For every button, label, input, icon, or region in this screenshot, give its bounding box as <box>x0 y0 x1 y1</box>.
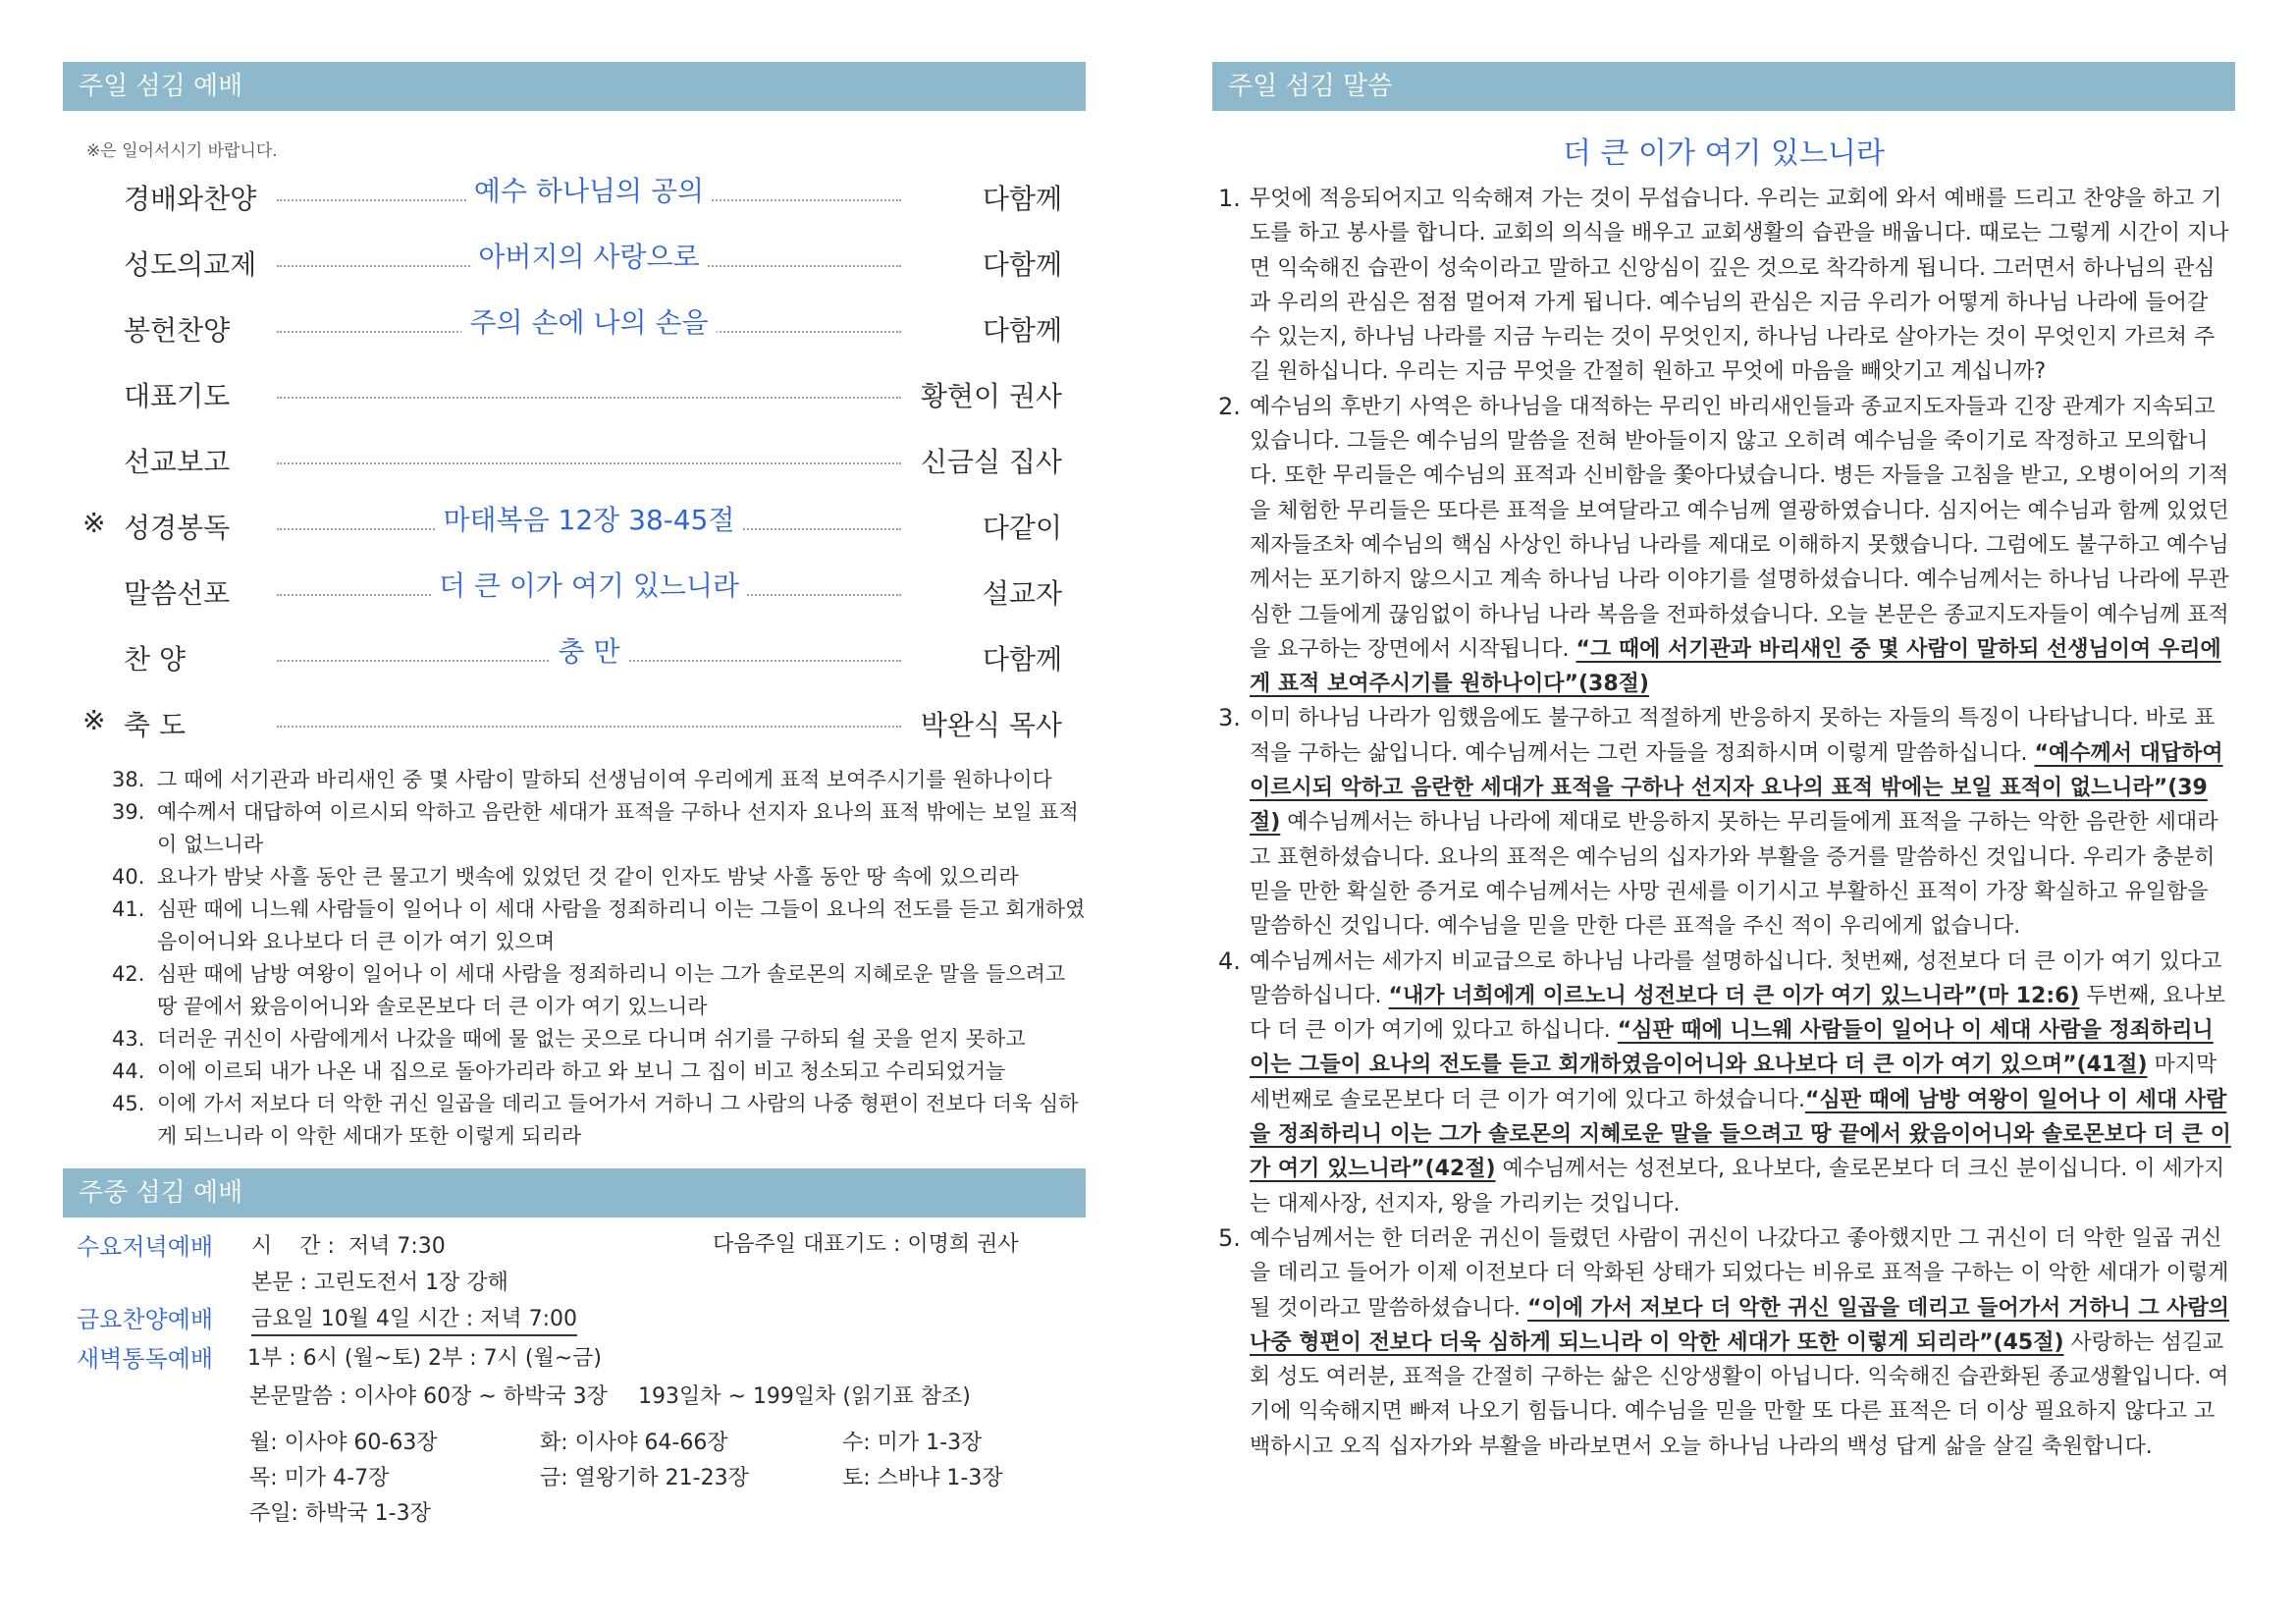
reading-item: 토: 스바냐 1-3장 <box>842 1466 1003 1490</box>
verse-item <box>112 796 1086 861</box>
verse-text: 더러운 귀신이 사람에게서 나갔을 때에 물 없는 곳으로 다니며 쉬기를 구하되 쉴 곳을 얻지 못하고 <box>157 1027 1026 1051</box>
scripture-quote: “내가 너희에게 이르노니 성전보다 더 큰 이가 여기 있느니라”(마 12:6) <box>1388 983 2080 1008</box>
order-row <box>63 561 1086 626</box>
verse-text: 요나가 밤낮 사흘 동안 큰 물고기 뱃속에 있었던 것 같이 인자도 밤낮 사흘 동안 땅 속에 있으리라 <box>157 865 1019 889</box>
sermon-body <box>1212 182 2235 1464</box>
paragraph-text: 예수님께서는 세가지 비교급으로 하나님 나라를 설명하십니다. 첫번째, 성전보다 더 큰 이가 여기 있다고 말씀하십니다. <box>1250 948 2222 1008</box>
paragraph-number: 2. <box>1218 392 1241 420</box>
right-page <box>1212 62 2235 1464</box>
wed-label: 수요저녁예배 <box>77 1233 214 1261</box>
order-of-worship <box>63 166 1086 758</box>
order-row <box>63 429 1086 495</box>
dawn-time: 1부 : 6시 (월~토) 2부 : 7시 (월~금) <box>247 1346 602 1371</box>
paragraph-text: 예수님께서는 성전보다, 요나보다, 솔로몬보다 더 크신 분이십니다. 이 세가지는 대제사장, 선지자, 왕을 가리키는 것입니다. <box>1250 1157 2225 1217</box>
paragraph-text: 예수님께서는 하나님 나라에 제대로 반응하지 못하는 무리들에게 표적을 구하는 악한 음란한 세대라고 표현하셨습니다. 요나의 표적은 예수님의 십자가와 부활을 증거를 말씀하신 것입니다. 우리가 충분히 믿을 만한 확실한 증거로 예수님께서는 사망 권세를 이기시고 부활하신 표적이 가장 확실하고 유일함을 말씀하신 것입니다. 예수님을 믿을 만한 다른 표적을 주신 적이 우리에게 없습니다. <box>1250 810 2218 940</box>
verse-number: 43. <box>112 1027 145 1051</box>
wed-time: 시 간 : 저녁 7:30 <box>251 1234 446 1259</box>
order-row <box>63 495 1086 561</box>
order-label: 선교보고 <box>124 446 231 478</box>
verse-item <box>112 893 1086 958</box>
verse-text: 심판 때에 남방 여왕이 일어나 이 세대 사람을 정죄하리니 이는 그가 솔로몬의 지혜로운 말을 들으려고 땅 끝에서 왔음이어니와 솔로몬보다 더 큰 이가 여기 있느니라 <box>157 962 1066 1018</box>
stand-mark: ※ <box>82 507 106 539</box>
verse-item <box>112 958 1086 1023</box>
order-leader: 다같이 <box>975 507 1062 546</box>
sermon-paragraph <box>1212 945 2235 1221</box>
dawn-label: 새벽통독예배 <box>77 1345 214 1373</box>
scripture-quote: “그 때에 서기관과 바리새인 중 몇 사람이 말하되 선생님이여 우리에게 표적 보여주시기를 원하나이다”(38절) <box>1250 636 2221 697</box>
verse-number: 39. <box>112 800 145 824</box>
order-label: 찬 양 <box>124 643 186 676</box>
paragraph-number: 5. <box>1218 1223 1241 1252</box>
verse-item <box>112 861 1086 893</box>
verse-text: 이에 가서 저보다 더 악한 귀신 일곱을 데리고 들어가서 거하니 그 사람의 나중 형편이 전보다 더욱 심하게 되느니라 이 악한 세대가 또한 이렇게 되리라 <box>157 1092 1079 1148</box>
reading-item: 월: 이사야 60-63장 <box>249 1431 438 1455</box>
stand-mark: ※ <box>82 704 106 736</box>
verse-text: 심판 때에 니느웨 사람들이 일어나 이 세대 사람을 정죄하리니 이는 그들이 요나의 전도를 듣고 회개하였음이어니와 요나보다 더 큰 이가 여기 있으며 <box>157 897 1086 953</box>
order-label: 대표기도 <box>124 380 231 412</box>
order-title: 더 큰 이가 여기 있느니라 <box>431 569 747 602</box>
fri-label: 금요찬양예배 <box>77 1306 214 1333</box>
sermon-paragraph <box>1212 390 2235 702</box>
verse-text: 그 때에 서기관과 바리새인 중 몇 사람이 말하되 선생님이여 우리에게 표적 보여주시기를 원하나이다 <box>157 768 1052 791</box>
leader-dots <box>277 726 901 728</box>
leader-dots <box>277 397 901 399</box>
order-title: 충 만 <box>551 635 628 668</box>
order-label: 봉헌찬양 <box>124 314 231 347</box>
reading-item: 화: 이사야 64-66장 <box>540 1431 728 1455</box>
verse-number: 44. <box>112 1059 145 1083</box>
paragraph-text: 두번째, 요나보다 더 큰 이가 여기에 있다고 하십니다. <box>1250 983 2225 1044</box>
paragraph-text: 사랑하는 섬길교회 성도 여러분, 표적을 간절히 구하는 삶은 신앙생활이 아닙니다. 익숙해진 습관화된 종교생활입니다. 여기에 익숙해지면 빠져 나오기 힘듭니다. 예수님을 믿을 만할 또 다른 표적은 더 이상 필요하지 않다고 고백하시고 오직 십자가와 부활을 바라보면서 오늘 하나님 나라의 백성 답게 삶을 살길 축원합니다. <box>1250 1329 2229 1459</box>
order-row <box>63 363 1086 429</box>
scripture-quote: “심판 때에 니느웨 사람들이 일어나 이 세대 사람을 정죄하리니 이는 그들이 요나의 전도를 듣고 회개하였음이어니와 요나보다 더 큰 이가 여기 있으며”(41절) <box>1250 1018 2214 1078</box>
scripture-quote: “심판 때에 남방 여왕이 일어나 이 세대 사람을 정죄하리니 이는 그가 솔로몬의 지혜로운 말을 들으려고 땅 끝에서 왔음이어니와 솔로몬보다 더 큰 이가 여기 있느니라”(42절) <box>1250 1087 2231 1182</box>
order-leader: 황현이 권사 <box>913 375 1062 414</box>
order-row <box>63 692 1086 758</box>
paragraph-number: 1. <box>1218 185 1241 212</box>
verse-number: 45. <box>112 1092 145 1115</box>
paragraph-text: 예수님께서는 한 더러운 귀신이 들렸던 사람이 귀신이 나갔다고 좋아했지만 그 귀신이 더 악한 일곱 귀신을 데리고 들어가 이제 이전보다 더 악화된 상태가 되었다는 비유로 표적을 구하는 이 악한 세대가 이렇게 될 것이라고 말씀하셨습니다. <box>1250 1225 2229 1321</box>
paragraph-text: 마지막 세번째로 솔로몬보다 더 큰 이가 여기에 있다고 하셨습니다. <box>1250 1053 2217 1112</box>
paragraph-text: 예수님의 후반기 사역은 하나님을 대적하는 무리인 바리새인들과 종교지도자들과 긴장 관계가 지속되고 있습니다. 그들은 예수님의 말씀을 전혀 받아들이지 않고 오히려 예수님을 죽이기로 작정하고 모의합니다. 또한 무리들은 예수님의 표적과 신비함을 쫓아다녔습니다. 병든 자들을 고침을 받고, 오병이어의 기적을 체험한 무리들은 또다른 표적을 보여달라고 예수님께 열광하였습니다. 심지어는 예수님과 함께 있었던 제자들조차 예수님의 핵심 사상인 하나님 나라를 제대로 이해하지 못했습니다. 그럼에도 불구하고 예수님께서는 포기하지 않으시고 계속 하나님 나라 이야기를 설명하셨습니다. 예수님께서는 하나님 나라에 무관심한 그들에게 끊임없이 하나님 나라 복음을 전파하셨습니다. 오늘 본문은 종교지도자들이 예수님께 표적을 요구하는 장면에서 시작됩니다. <box>1250 394 2229 662</box>
sermon-paragraph <box>1212 182 2235 390</box>
weekday-schedule <box>63 1218 1086 1532</box>
scripture-quote: “이에 가서 저보다 더 악한 귀신 일곱을 데리고 들어가서 거하니 그 사람의 나중 형편이 전보다 더욱 심하게 되느니라 이 악한 세대가 또한 이렇게 되리라”(45절) <box>1250 1295 2230 1355</box>
reading-item: 주일: 하박국 1-3장 <box>249 1501 431 1526</box>
order-leader: 신금실 집사 <box>913 441 1062 480</box>
paragraph-text: 무엇에 적응되어지고 익숙해져 가는 것이 무섭습니다. 우리는 교회에 와서 예배를 드리고 찬양을 하고 기도를 하고 봉사를 합니다. 교회의 의식을 배우고 교회생활의 습관을 배웁니다. 때로는 그렇게 시간이 지나면 익숙해진 습관이 성숙이라고 말하고 신앙심이 깊은 것으로 착각하게 됩니다. 그러면서 하나님의 관심과 우리의 관심은 점점 멀어져 가게 됩니다. 예수님의 관심은 지금 우리가 어떻게 하나님 나라에 들어갈 수 있는지, 하나님 나라를 지금 누리는 것이 무엇인지, 하나님 나라로 살아가는 것이 무엇인지 가르쳐 주길 원하십니다. 우리는 지금 무엇을 간절히 원하고 무엇에 마음을 빼앗기고 계십니까? <box>1250 187 2229 385</box>
verse-number: 42. <box>112 962 145 986</box>
fri-text: 금요일 10월 4일 시간 : 저녁 7:00 <box>251 1302 577 1336</box>
verse-number: 38. <box>112 768 145 791</box>
order-label: 축 도 <box>124 709 186 741</box>
order-label: 성도의교제 <box>124 248 257 281</box>
order-title: 예수 하나님의 공의 <box>466 175 712 207</box>
sermon-paragraph <box>1212 701 2235 944</box>
order-label: 말씀선포 <box>124 577 231 610</box>
verse-number: 40. <box>112 865 145 889</box>
left-page <box>63 62 1086 1532</box>
order-leader: 설교자 <box>975 572 1062 612</box>
scripture-quote: “예수께서 대답하여 이르시되 악하고 음란한 세대가 표적을 구하나 선지자 요나의 표적 밖에는 보일 표적이 없느니라”(39절) <box>1250 740 2223 836</box>
weekday-header: 주중 섬김 예배 <box>63 1168 1086 1218</box>
order-label: 성경봉독 <box>124 512 231 544</box>
section-header: 주일 섬김 예배 <box>63 62 1086 111</box>
verse-item <box>112 1056 1086 1088</box>
order-title: 아버지의 사랑으로 <box>470 241 707 273</box>
order-row <box>63 232 1086 298</box>
next-prayer: 다음주일 대표기도 : 이명희 권사 <box>713 1232 1019 1257</box>
verse-item <box>112 1088 1086 1153</box>
sermon-paragraph <box>1212 1221 2235 1464</box>
verse-text: 이에 이르되 내가 나온 내 집으로 돌아가리라 하고 와 보니 그 집이 비고 청소되고 수리되었거늘 <box>157 1059 1006 1083</box>
order-row <box>63 298 1086 363</box>
order-leader: 다함께 <box>975 309 1062 349</box>
sermon-title: 더 큰 이가 여기 있느니라 <box>1563 136 1885 171</box>
order-leader: 다함께 <box>975 178 1062 217</box>
scripture-verses <box>63 764 1086 1153</box>
order-leader: 다함께 <box>975 244 1062 283</box>
order-title: 주의 손에 나의 손을 <box>461 306 716 339</box>
order-row <box>63 626 1086 692</box>
order-label: 경배와찬양 <box>124 183 257 215</box>
paragraph-number: 3. <box>1218 704 1241 732</box>
paragraph-number: 4. <box>1218 947 1241 975</box>
standing-note: ※은 일어서시기 바랍니다. <box>86 141 278 161</box>
dawn-text: 본문말씀 : 이사야 60장 ~ 하박국 3장 <box>249 1384 608 1409</box>
order-title: 마태복음 12장 38-45절 <box>435 504 742 536</box>
reading-item: 수: 미가 1-3장 <box>842 1431 983 1455</box>
reading-item: 목: 미가 4-7장 <box>249 1466 390 1490</box>
verse-item <box>112 764 1086 796</box>
wed-text: 본문 : 고린도전서 1장 강해 <box>251 1271 508 1295</box>
order-leader: 다함께 <box>975 638 1062 677</box>
paragraph-text: 이미 하나님 나라가 임했음에도 불구하고 적절하게 반응하지 못하는 자들의 특징이 나타납니다. 바로 표적을 구하는 삶입니다. 예수님께서는 그런 자들을 정죄하시며 이렇게 말씀하십니다. <box>1250 706 2216 766</box>
order-leader: 박완식 목사 <box>913 704 1062 743</box>
reading-item: 금: 열왕기하 21-23장 <box>540 1466 749 1490</box>
dawn-days: 193일차 ~ 199일차 (읽기표 참조) <box>638 1384 971 1409</box>
verse-item <box>112 1023 1086 1056</box>
sermon-header: 주일 섬김 말씀 <box>1212 62 2235 111</box>
order-row <box>63 166 1086 232</box>
verse-number: 41. <box>112 897 145 921</box>
leader-dots <box>277 462 901 464</box>
verse-text: 예수께서 대답하여 이르시되 악하고 음란한 세대가 표적을 구하나 선지자 요나의 표적 밖에는 보일 표적이 없느니라 <box>157 800 1079 856</box>
